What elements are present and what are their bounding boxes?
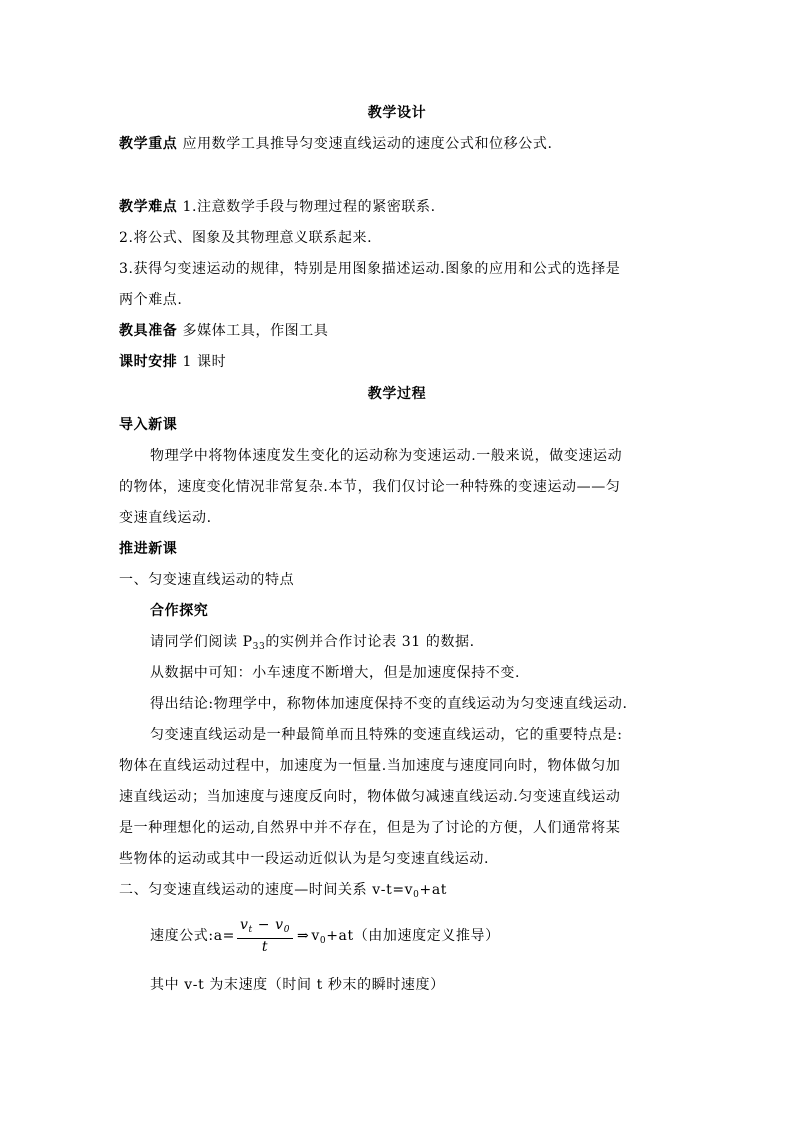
section-2-subscript: 0 xyxy=(413,890,420,900)
difficulty-item-2: 2.将公式、图象及其物理意义联系起来. xyxy=(119,230,373,246)
difficulty-item-3a: 3.获得匀变速运动的规律，特别是用图象描述运动.图象的应用和公式的选择是 xyxy=(119,261,621,277)
title-teaching-process: 教学过程 xyxy=(367,386,427,402)
numerator-sub-t: t xyxy=(248,925,253,935)
tools-text: 多媒体工具，作图工具 xyxy=(182,323,329,339)
velocity-formula-line xyxy=(150,917,500,959)
intro-paragraph-line-1: 物理学中将物体速度发生变化的运动称为变速运动.一般来说，做变速运动 xyxy=(150,448,623,464)
numerator-v: v xyxy=(240,917,249,933)
schedule-text: 1 课时 xyxy=(182,354,227,370)
formula-tail-v: v xyxy=(311,928,320,944)
schedule-label: 课时安排 xyxy=(119,354,178,370)
key-point-label: 教学重点 xyxy=(119,136,178,152)
formula-label: 速度公式:a= xyxy=(150,928,235,944)
formula-tail-subscript: 0 xyxy=(319,936,327,946)
conclusion-line: 得出结论:物理学中，称物体加速度保持不变的直线运动为匀变速直线运动. xyxy=(150,696,628,712)
data-observation-line: 从数据中可知：小车速度不断增大，但是加速度保持不变. xyxy=(150,665,521,681)
title-teaching-design: 教学设计 xyxy=(367,105,427,121)
fraction-denominator: t xyxy=(261,939,269,955)
feature-paragraph-line-5: 些物体的运动或其中一段运动近似认为是匀变速直线运动. xyxy=(119,851,490,867)
implies-arrow: ⇒ xyxy=(297,928,310,944)
feature-paragraph-line-2: 物体在直线运动过程中，加速度为一恒量.当加速度与速度同向时，物体做匀加 xyxy=(119,758,621,774)
cooperative-inquiry-heading: 合作探究 xyxy=(150,603,209,619)
difficulty-line-1 xyxy=(119,197,436,217)
difficulty-item-1: 1.注意数学手段与物理过程的紧密联系. xyxy=(182,199,436,215)
tools-line xyxy=(119,321,328,341)
key-point-text: 应用数学工具推导匀变速直线运动的速度公式和位移公式. xyxy=(182,136,553,152)
section-2-heading xyxy=(119,880,447,905)
intro-heading: 导入新课 xyxy=(119,417,178,433)
intro-paragraph-line-2: 的物体，速度变化情况非常复杂.本节，我们仅讨论一种特殊的变速运动——匀 xyxy=(119,479,621,495)
section-2-text-b: +at xyxy=(419,882,447,898)
feature-paragraph-line-1: 匀变速直线运动是一种最简单而且特殊的变速直线运动，它的重要特点是: xyxy=(150,727,623,743)
section-1-heading: 一、匀变速直线运动的特点 xyxy=(119,572,295,588)
formula-tail-text: +at（由加速度定义推导） xyxy=(326,928,500,944)
numerator-minus-v: − v xyxy=(252,917,284,933)
read-instruction-text-b: 的实例并合作讨论表 31 的数据. xyxy=(265,634,475,650)
difficulty-item-3b: 两个难点. xyxy=(119,292,183,308)
schedule-line xyxy=(119,352,226,372)
section-2-text-a: 二、匀变速直线运动的速度—时间关系 v-t=v xyxy=(119,882,414,898)
key-point-line xyxy=(119,134,553,154)
final-velocity-explanation: 其中 v-t 为末速度（时间 t 秒末的瞬时速度） xyxy=(150,977,445,993)
advance-heading: 推进新课 xyxy=(119,541,178,557)
feature-paragraph-line-4: 是一种理想化的运动,自然界中并不存在，但是为了讨论的方便，人们通常将某 xyxy=(119,820,621,836)
read-instruction-text-a: 请同学们阅读 P xyxy=(150,634,253,650)
feature-paragraph-line-3: 速直线运动；当加速度与速度反向时，物体做匀减速直线运动.匀变速直线运动 xyxy=(119,789,621,805)
numerator-sub-0: 0 xyxy=(283,925,291,935)
read-instruction-line xyxy=(150,632,475,657)
tools-label: 教具准备 xyxy=(119,323,178,339)
intro-paragraph-line-3: 变速直线运动. xyxy=(119,510,212,526)
difficulty-label: 教学难点 xyxy=(119,199,178,215)
formula-fraction xyxy=(237,917,293,955)
fraction-numerator xyxy=(237,917,293,939)
page-subscript: 33 xyxy=(252,642,266,652)
